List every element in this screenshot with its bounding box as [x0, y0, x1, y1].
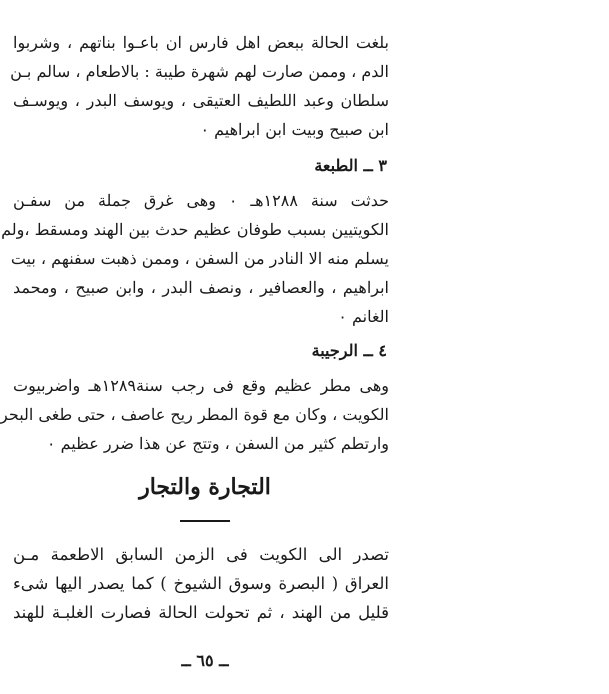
text-line: الغانم ٠	[338, 307, 389, 326]
paragraph-rajabiya	[0, 371, 390, 458]
paragraph-tabaa	[1, 186, 390, 331]
text-line: وهى مطر عظيم وقع فى رجب سنة١٢٨٩هـ واضربيوت	[13, 376, 390, 395]
heading-tabaa: ٣ ــ الطبعة	[314, 156, 387, 175]
text-line: الكويت ، وكان مع قوة المطر ريح عاصف ، حتى طغى البحر	[0, 405, 389, 424]
section-title: التجارة والتجار	[139, 474, 271, 500]
text-line: وارتطم كثير من السفن ، وتتج عن هذا ضرر عظيم ٠	[46, 434, 389, 453]
heading-rajabiya: ٤ ــ الرجيبة	[311, 341, 387, 360]
text-line: يسلم منه الا النادر من السفن ، وممن ذهبت سفنهم ، بيت	[10, 249, 389, 268]
paragraph-famine	[10, 28, 389, 144]
paragraph-trade	[13, 540, 389, 627]
text-line: الكويتيين بسبب طوفان عظيم حدث بين الهند ومسقط ،ولم	[1, 220, 389, 239]
text-line: بلغت الحالة ببعض اهل فارس ان باعـوا بناتهم ، وشربوا	[13, 33, 389, 52]
title-underline-divider	[180, 520, 230, 522]
text-line: العراق ( البصرة وسوق الشيوخ ) كما يصدر اليها شىء	[13, 574, 389, 593]
page-number: ــ ٦٥ ــ	[181, 651, 229, 670]
text-line: حدثت سنة ١٢٨٨هـ ٠ وهى غرق جملة من سفـن	[13, 191, 390, 210]
text-line: ابراهيم ، والعصافير ، ونصف البدر ، وابن صبيح ، ومحمد	[13, 278, 389, 297]
text-line: سلطان وعبد اللطيف العتيقى ، ويوسف البدر ، ويوسـف	[13, 91, 389, 110]
text-line: ابن صبيح وبيت ابن ابراهيم ٠	[200, 120, 389, 139]
text-line: تصدر الى الكويت فى الزمن السابق الاطعمة مـن	[13, 545, 389, 564]
text-line: الدم ، وممن صارت لهم شهرة طيبة : بالاطعام ، سالم بـن	[10, 62, 389, 81]
text-line: قليل من الهند ، ثم تحولت الحالة فصارت الغلبـة للهند	[13, 603, 389, 622]
